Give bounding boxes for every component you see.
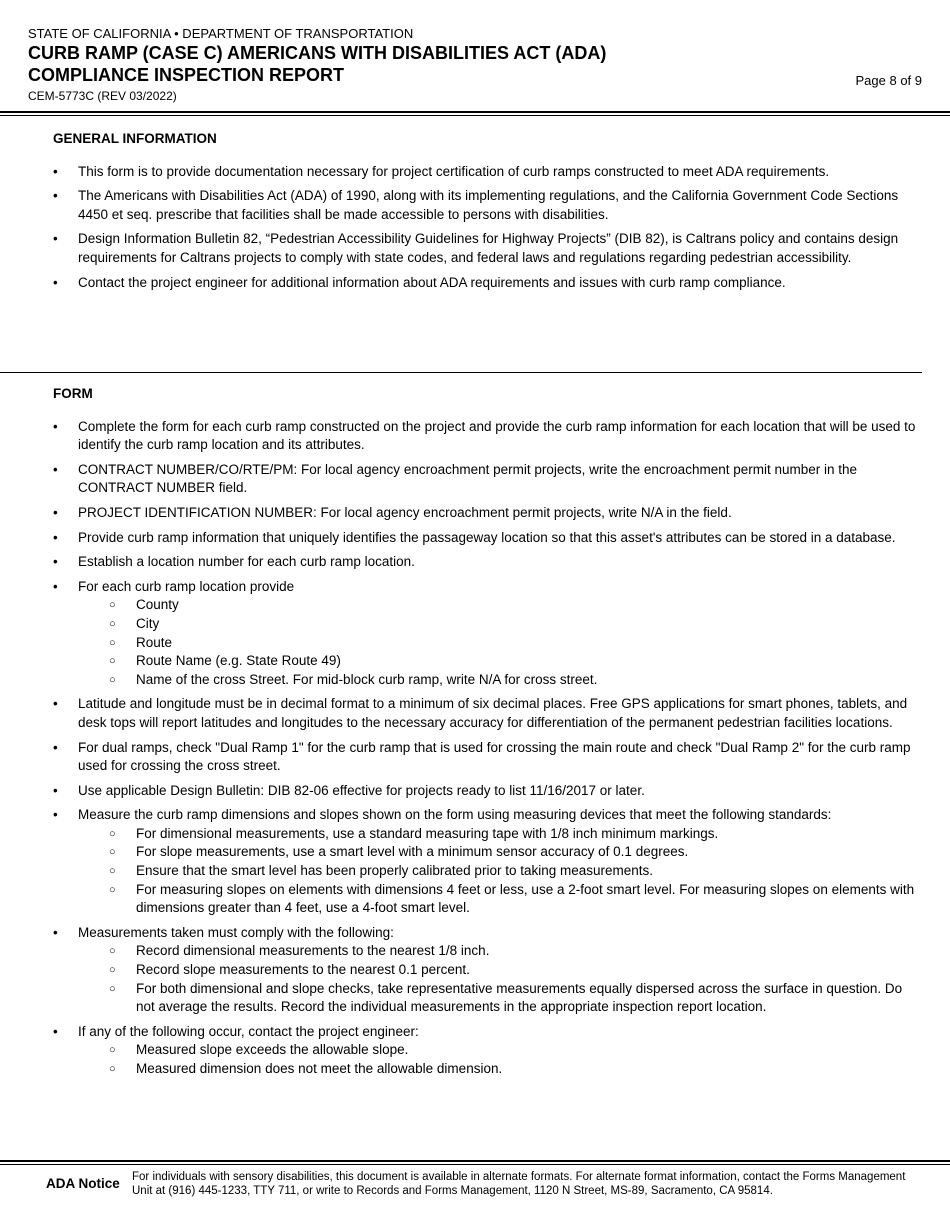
form-instruction-text: Measure the curb ramp dimensions and slopes shown on the form using measuring devices that meet the following standards: [78,807,832,823]
form-sub-item: ○ For dimensional measurements, use a standard measuring tape with 1/8 inch minimum markings. [136,825,922,844]
form-instruction-item [53,461,922,498]
form-instruction-item [53,418,922,455]
report-title-line2: COMPLIANCE INSPECTION REPORT [28,65,345,85]
form-instruction-text: PROJECT IDENTIFICATION NUMBER: For local agency encroachment permit projects, write N/A in the field. [78,504,732,520]
form-instruction-item [53,924,922,1017]
general-info-item: • Design Information Bulletin 82, “Pedestrian Accessibility Guidelines for Highway Projects” (DIB 82), is Caltrans policy and contains design requirements for Caltrans projects to comply with state codes, and federal laws and regulations regarding pedestrian accessibility. [53,230,922,267]
form-instruction-item [53,529,922,548]
form-sub-item: ○ Name of the cross Street. For mid-block curb ramp, write N/A for cross street. [136,671,922,690]
form-sub-list [78,596,922,689]
form-instruction-text: If any of the following occur, contact the project engineer: [78,1023,419,1039]
general-information-list [53,163,922,293]
form-instruction-text: Measurements taken must comply with the following: [78,924,394,940]
form-sub-item: ○ For measuring slopes on elements with dimensions 4 feet or less, use a 2-foot smart level. For measuring slopes on elements with dimensions greater than 4 feet, use a 4-foot smart level. [136,881,922,918]
form-instruction-text: For each curb ramp location provide [78,578,295,594]
form-instruction-text: For dual ramps, check "Dual Ramp 1" for the curb ramp that is used for crossing the main route and check "Dual Ramp 2" for the curb ramp used for crossing the cross street. [78,739,911,774]
form-instruction-item [53,695,922,732]
form-sub-item: ○ For both dimensional and slope checks, take representative measurements equally dispersed across the surface in question. Do not average the results. Record the individual measurements in the appropriate inspection report location. [136,980,922,1017]
agency-line: STATE OF CALIFORNIA • DEPARTMENT OF TRANSPORTATION [28,26,414,41]
report-title-line1: CURB RAMP (CASE C) AMERICANS WITH DISABILITIES ACT (ADA) [28,43,607,63]
general-information-heading: GENERAL INFORMATION [53,131,217,146]
form-sub-item: ○ City [136,615,922,634]
form-sub-list [78,1041,922,1078]
form-instruction-item [53,739,922,776]
form-sub-item: ○ Record slope measurements to the nearest 0.1 percent. [136,961,922,980]
footer-divider [0,1160,950,1165]
general-info-item: • The Americans with Disabilities Act (ADA) of 1990, along with its implementing regulations, and the California Government Code Sections 4450 et seq. prescribe that facilities shall be made accessible to persons with disabilities. [53,187,922,224]
form-sub-item: ○ Route [136,634,922,653]
form-sub-item: ○ County [136,596,922,615]
form-instruction-text: Establish a location number for each curb ramp location. [78,554,415,570]
section-divider [0,372,922,373]
form-sub-item: ○ Measured slope exceeds the allowable slope. [136,1041,922,1060]
form-sub-item: ○ Route Name (e.g. State Route 49) [136,652,922,671]
form-sub-item: ○ Ensure that the smart level has been properly calibrated prior to taking measurements. [136,862,922,881]
form-sub-item: ○ For slope measurements, use a smart level with a minimum sensor accuracy of 0.1 degrees. [136,843,922,862]
form-instruction-text: CONTRACT NUMBER/CO/RTE/PM: For local agency encroachment permit projects, write the encroachment permit number in the CONTRACT NUMBER field. [78,461,858,496]
form-instruction-text: Latitude and longitude must be in decimal format to a minimum of six decimal places. Free GPS applications for smart phones, tablets, and desk tops will report latitudes and longitudes to the necessary accuracy for differentiation of the permanent pedestrian facilities locations. [78,696,908,730]
form-instruction-item [53,806,922,918]
form-instruction-item [53,1023,922,1079]
document-header [28,26,922,104]
form-sub-list [78,942,922,1016]
page-number: Page 8 of 9 [855,73,922,88]
form-instruction-item [53,578,922,690]
form-number: CEM-5773C (REV 03/2022) [28,89,177,103]
form-sub-item: ○ Record dimensional measurements to the nearest 1/8 inch. [136,942,922,961]
general-info-item: • This form is to provide documentation necessary for project certification of curb ramps constructed to meet ADA requirements. [53,163,922,182]
form-instruction-text: Complete the form for each curb ramp constructed on the project and provide the curb ramp information for each location that will be used to identify the curb ramp location and its attributes. [78,418,916,453]
form-heading: FORM [53,386,93,401]
form-sub-item: ○ Measured dimension does not meet the allowable dimension. [136,1060,922,1079]
form-section [53,385,922,1085]
form-instruction-item [53,782,922,801]
header-divider [0,111,950,116]
form-instruction-text: Provide curb ramp information that uniquely identifies the passageway location so that this asset's attributes can be stored in a database. [78,529,896,545]
form-instruction-item [53,504,922,523]
form-instructions-list [53,418,922,1079]
form-sub-list [78,825,922,918]
general-info-item: • Contact the project engineer for additional information about ADA requirements and issues with curb ramp compliance. [53,274,922,293]
form-instruction-item [53,553,922,572]
form-instruction-text: Use applicable Design Bulletin: DIB 82-06 effective for projects ready to list 11/16/2017 or later. [78,782,645,798]
general-information-section [53,130,922,298]
ada-notice-label: ADA Notice [46,1176,120,1191]
ada-notice-text: For individuals with sensory disabilities, this document is available in alternate formats. For alternate format information, contact the Forms Management Unit at (916) 445-1233, TTY 711, or write to Records and Forms Management, 1120 N Street, MS-89, Sacramento, CA 95814. [132,1171,906,1197]
